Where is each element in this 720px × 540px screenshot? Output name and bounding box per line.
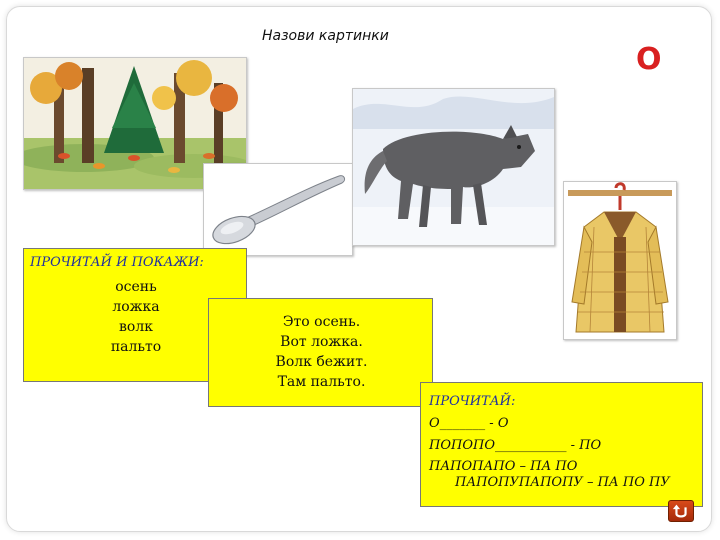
sentence-item: Там пальто. (277, 374, 366, 390)
target-letter: О (636, 42, 662, 77)
word-item: осень (115, 279, 157, 295)
wolf-picture (352, 88, 555, 246)
sentence-item: Волк бежит. (275, 354, 368, 370)
syllable-line: ПОПОПО___________ - ПО (429, 438, 602, 453)
syllable-line: ПАПОПУПАПОПУ – ПА ПО ПУ (455, 475, 670, 490)
coat-picture (563, 181, 677, 340)
read-heading: ПРОЧИТАЙ: (429, 394, 516, 409)
sentence-item: Это осень. (282, 314, 361, 330)
sentence-list (209, 312, 434, 392)
sentences-box (208, 298, 433, 407)
spoon-picture (203, 163, 353, 256)
word-item: пальто (110, 339, 162, 355)
read-and-show-heading: ПРОЧИТАЙ И ПОКАЖИ: (30, 255, 204, 270)
syllable-line: ПАПОПАПО – ПА ПО (429, 459, 578, 474)
syllable-line: О_______ - О (429, 416, 509, 431)
return-button[interactable] (668, 500, 694, 522)
slide-title: Назови картинки (262, 28, 389, 44)
read-syllables-box (420, 382, 703, 507)
sentence-item: Вот ложка. (280, 334, 363, 350)
word-item: ложка (112, 299, 160, 315)
return-arrow-icon (669, 501, 693, 521)
word-item: волк (119, 319, 153, 335)
